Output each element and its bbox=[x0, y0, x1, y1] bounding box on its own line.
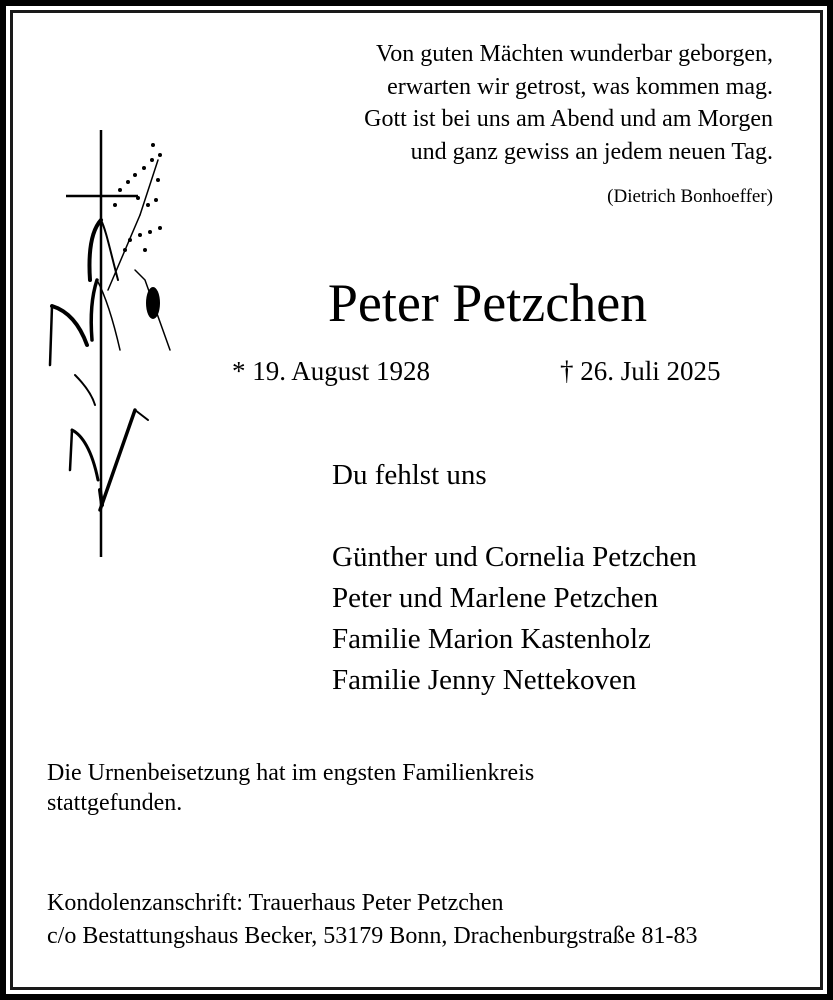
condolence-address bbox=[47, 887, 697, 953]
mourner: Günther und Cornelia Petzchen bbox=[332, 541, 697, 573]
death-date: † 26. Juli 2025 bbox=[560, 356, 721, 386]
mourner: Familie Jenny Nettekoven bbox=[332, 664, 637, 696]
quote-line: Von guten Mächten wunderbar geborgen, bbox=[375, 41, 773, 67]
birth-date: * 19. August 1928 bbox=[232, 356, 431, 386]
quote-author: (Dietrich Bonhoeffer) bbox=[607, 186, 773, 207]
mourners-list bbox=[332, 537, 697, 701]
deceased-name: Peter Petzchen bbox=[327, 273, 648, 333]
burial-note bbox=[47, 758, 534, 818]
note-line: stattgefunden. bbox=[47, 790, 183, 816]
quote-line: und ganz gewiss an jedem neuen Tag. bbox=[410, 138, 773, 165]
quote-line: erwarten wir getrost, was kommen mag. bbox=[387, 73, 773, 100]
message: Du fehlst uns bbox=[332, 459, 487, 491]
quote bbox=[364, 38, 773, 168]
mourner: Familie Marion Kastenholz bbox=[332, 623, 651, 655]
mourner: Peter und Marlene Petzchen bbox=[332, 582, 659, 614]
address-line: c/o Bestattungshaus Becker, 53179 Bonn, Drachenburgstraße 81-83 bbox=[47, 923, 698, 949]
address-line: Kondolenzanschrift: Trauerhaus Peter Petzchen bbox=[47, 890, 504, 916]
quote-line: Gott ist bei uns am Abend und am Morgen bbox=[364, 106, 773, 132]
note-line: Die Urnenbeisetzung hat im engsten Familienkreis bbox=[47, 760, 535, 786]
cross-with-grass-icon bbox=[40, 120, 190, 570]
